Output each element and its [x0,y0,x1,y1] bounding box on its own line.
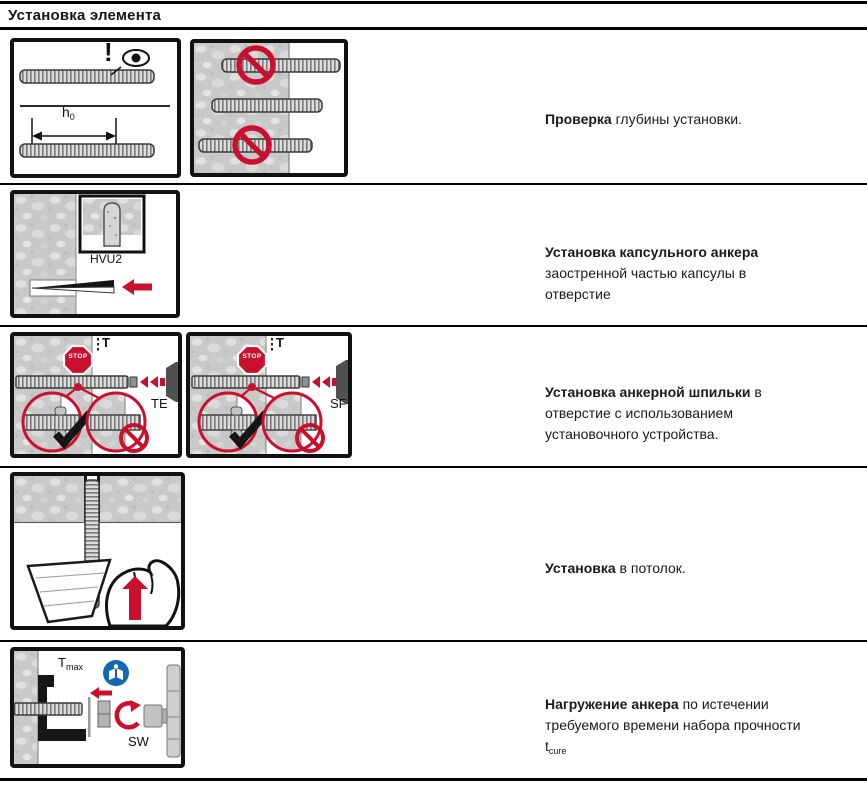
instruction-bold: Установка капсульного анкера [545,244,759,260]
threaded-rod [14,703,82,715]
instruction-text [545,109,807,135]
tmax-label [58,656,83,672]
capsule [104,203,120,246]
adapter [302,377,309,387]
red-arrow-left-icon [312,376,320,388]
depth-dim-label [62,105,75,122]
dim-arrow-left [32,132,42,141]
tmax-letter: T [58,655,66,670]
figure-ceiling-install [10,472,185,630]
title-rule [0,27,867,30]
product-label-hvu2: HVU2 [90,252,123,266]
washer [88,697,91,737]
row-divider [0,325,867,327]
instruction-bold: Установка анкерной шпильки [545,384,751,400]
instruction-text [545,382,807,450]
instruction-bold: Проверка [545,111,612,127]
torque-label: T [102,335,110,350]
top-rule [0,1,867,4]
tool-label-te: TE [151,396,168,411]
threaded-rod [20,144,154,157]
setting-funnel [28,560,110,622]
dim-arrow-right [106,132,116,141]
stop-label: STOP [242,353,262,360]
stop-label: STOP [68,353,88,360]
bottom-rule [0,778,867,781]
mandatory-instructions-icon [103,660,129,686]
row-divider [0,640,867,642]
instruction-bold: Установка [545,560,616,576]
dim-subscript: 0 [69,112,75,122]
adapter [130,377,137,387]
rotation-arrow-icon [117,700,141,727]
dim-letter: h [62,104,70,120]
rod-setting-graphic [14,336,178,454]
instruction-bold: Нагружение анкера [545,696,679,712]
figure-rod-setting-te [10,332,182,458]
wrench-size-label: SW [128,734,149,749]
figure-depth-prohibited [190,39,348,177]
tmax-subscript: max [65,662,83,672]
instruction-text [545,558,807,584]
depth-diagram-graphic [14,42,177,174]
red-arrow-left-icon [90,687,112,699]
instruction-rest: в потолок. [615,560,686,576]
torque-wrench [144,665,180,757]
figure-torque-loading [10,647,185,768]
instruction-text [545,694,807,762]
torque-label: T [276,335,284,350]
threaded-rod [20,70,154,83]
hand-illustration [107,561,179,626]
instruction-rest: заостренной частью капсулы в отверстие [545,265,747,302]
red-arrow-left-icon [150,376,158,388]
tool-label-sf: SF [330,396,347,411]
red-arrow-left-icon [122,279,152,295]
ceiling-concrete [14,476,84,522]
instruction-rest: в отверстие с использованием установочного устройства. [545,384,762,442]
row-divider [0,183,867,185]
threaded-rod [16,376,128,388]
figure-capsule-insertion [10,190,180,318]
ceiling-concrete [100,476,181,522]
eye-icon [123,50,149,66]
exclamation-label: ! [104,38,113,67]
red-arrow-left-icon [322,376,330,388]
arrow-tail [160,378,165,386]
page-title: Установка элемента [8,7,162,24]
loading-graphic [14,651,181,764]
instruction-subscript: cure [548,746,567,756]
instruction-text [545,242,807,310]
row-divider [0,466,867,468]
depth-prohibited-graphic [194,43,344,173]
instruction-rest: по истечении требуемого времени набора прочности t [545,696,801,754]
figure-depth-diagram [10,38,181,178]
instruction-rest: глубины установки. [611,111,742,127]
rod-setting-graphic [190,336,348,454]
red-arrow-left-icon [140,376,148,388]
threaded-rod-correct [212,99,322,112]
threaded-rod [192,376,300,388]
capsule-inset [80,196,144,252]
figure-rod-setting-sf [186,332,352,458]
ceiling-graphic [14,476,181,626]
